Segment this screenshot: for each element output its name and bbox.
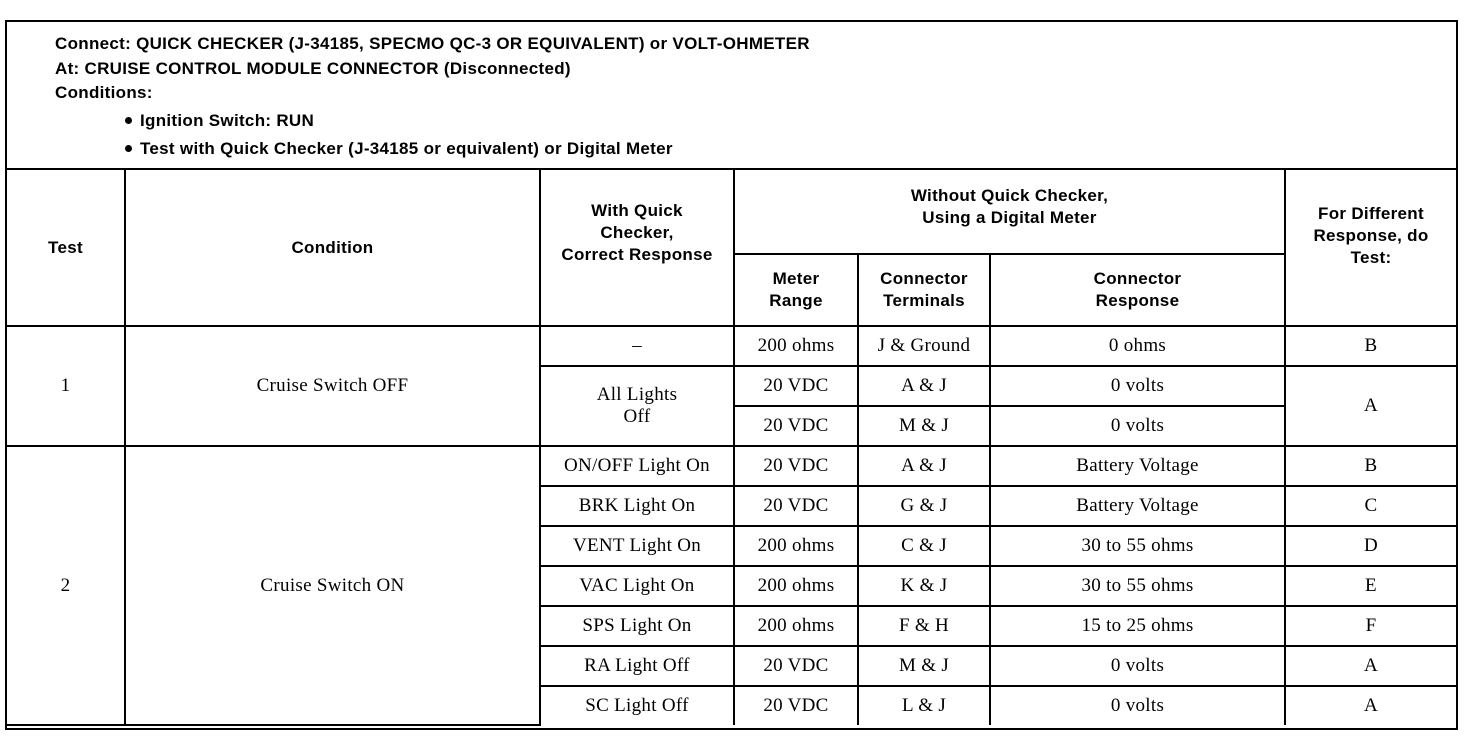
quick-checker-response: VAC Light On <box>540 566 734 606</box>
meter-range: 20 VDC <box>734 446 858 486</box>
meter-range: 200 ohms <box>734 526 858 566</box>
test-number: 1 <box>7 326 125 446</box>
quick-checker-response: ON/OFF Light On <box>540 446 734 486</box>
quick-checker-response: All Lights Off <box>540 366 734 446</box>
test-condition: Cruise Switch OFF <box>125 326 540 446</box>
col-header-with-quick-checker: With Quick Checker, Correct Response <box>540 170 734 326</box>
quick-checker-response: BRK Light On <box>540 486 734 526</box>
connector-terminals: A & J <box>858 366 990 406</box>
connector-response: 30 to 55 ohms <box>990 566 1285 606</box>
next-test: E <box>1285 566 1456 606</box>
test-setup-header <box>7 22 1456 170</box>
diagnostic-chart <box>5 20 1458 730</box>
table-row <box>7 326 1456 366</box>
quick-checker-response: VENT Light On <box>540 526 734 566</box>
meter-range: 200 ohms <box>734 566 858 606</box>
quick-checker-response: RA Light Off <box>540 646 734 686</box>
connector-response: 15 to 25 ohms <box>990 606 1285 646</box>
next-test: A <box>1285 646 1456 686</box>
conditions-label: Conditions: <box>55 83 153 102</box>
col-header-connector-response: Connector Response <box>990 254 1285 326</box>
connector-response: 30 to 55 ohms <box>990 526 1285 566</box>
condition-bullet: Test with Quick Checker (J-34185 or equivalent) or Digital Meter <box>125 139 673 159</box>
connector-terminals: M & J <box>858 406 990 446</box>
connector-terminals: A & J <box>858 446 990 486</box>
meter-range: 20 VDC <box>734 686 858 725</box>
col-header-test: Test <box>7 170 125 326</box>
connector-response: 0 volts <box>990 646 1285 686</box>
meter-range: 20 VDC <box>734 646 858 686</box>
next-test: C <box>1285 486 1456 526</box>
connector-terminals: M & J <box>858 646 990 686</box>
connect-line: Connect: QUICK CHECKER (J-34185, SPECMO QC-3 OR EQUIVALENT) or VOLT-OHMETER <box>55 34 810 53</box>
next-test: B <box>1285 446 1456 486</box>
quick-checker-response: SPS Light On <box>540 606 734 646</box>
col-header-without-quick-checker: Without Quick Checker, Using a Digital Meter <box>734 170 1285 254</box>
meter-range: 200 ohms <box>734 326 858 366</box>
connector-response: Battery Voltage <box>990 446 1285 486</box>
col-header-meter-range: Meter Range <box>734 254 858 326</box>
connector-terminals: L & J <box>858 686 990 725</box>
bullet-dot-icon <box>125 145 132 152</box>
connector-terminals: G & J <box>858 486 990 526</box>
col-header-different-response: For Different Response, do Test: <box>1285 170 1456 326</box>
connector-terminals: F & H <box>858 606 990 646</box>
connector-response: 0 volts <box>990 366 1285 406</box>
connector-terminals: J & Ground <box>858 326 990 366</box>
next-test: B <box>1285 326 1456 366</box>
col-header-condition: Condition <box>125 170 540 326</box>
next-test: A <box>1285 366 1456 446</box>
test-table <box>7 170 1456 726</box>
connector-terminals: K & J <box>858 566 990 606</box>
meter-range: 200 ohms <box>734 606 858 646</box>
table-row <box>7 446 1456 486</box>
test-condition: Cruise Switch ON <box>125 446 540 725</box>
at-line: At: CRUISE CONTROL MODULE CONNECTOR (Disconnected) <box>55 59 571 78</box>
quick-checker-response: SC Light Off <box>540 686 734 725</box>
next-test: D <box>1285 526 1456 566</box>
col-header-connector-terminals: Connector Terminals <box>858 254 990 326</box>
quick-checker-response: – <box>540 326 734 366</box>
next-test: A <box>1285 686 1456 725</box>
bullet-dot-icon <box>125 117 132 124</box>
connector-terminals: C & J <box>858 526 990 566</box>
connector-response: 0 volts <box>990 406 1285 446</box>
connector-response: Battery Voltage <box>990 486 1285 526</box>
connector-response: 0 volts <box>990 686 1285 725</box>
test-number: 2 <box>7 446 125 725</box>
next-test: F <box>1285 606 1456 646</box>
meter-range: 20 VDC <box>734 366 858 406</box>
meter-range: 20 VDC <box>734 486 858 526</box>
meter-range: 20 VDC <box>734 406 858 446</box>
condition-bullet: Ignition Switch: RUN <box>125 111 314 131</box>
connector-response: 0 ohms <box>990 326 1285 366</box>
